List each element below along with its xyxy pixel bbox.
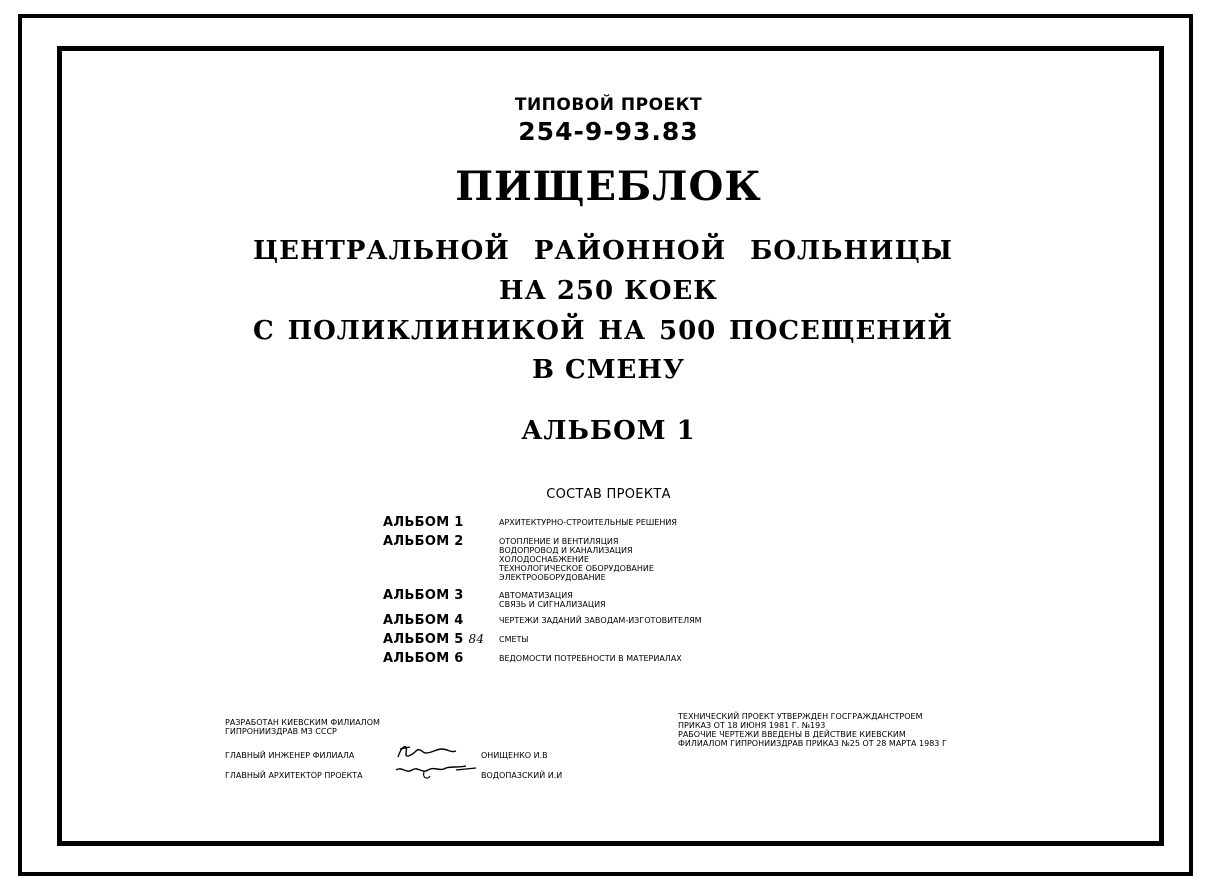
album-item: АВТОМАТИЗАЦИЯ — [499, 591, 573, 600]
album-label: АЛЬБОМ 1 — [383, 515, 464, 530]
album-items — [499, 515, 677, 530]
developer-line: РАЗРАБОТАН КИЕВСКИМ ФИЛИАЛОМ — [225, 718, 380, 727]
page-title: ПИЩЕБЛОК — [455, 163, 762, 210]
developer-line: ГИПРОНИИЗДРАВ МЗ СССР — [225, 727, 337, 736]
album-item: ВЕДОМОСТИ ПОТРЕБНОСТИ В МАТЕРИАЛАХ — [499, 654, 682, 663]
album-heading: АЛЬБОМ 1 — [521, 416, 696, 446]
approval-line: РАБОЧИЕ ЧЕРТЕЖИ ВВЕДЕНЫ В ДЕЙСТВИЕ КИЕВСКИМ — [678, 730, 906, 739]
subtitle-line-1 — [253, 236, 953, 266]
approval-line: ПРИКАЗ ОТ 18 ИЮНЯ 1981 Г. №193 — [678, 721, 826, 730]
chief-architect-role: ГЛАВНЫЙ АРХИТЕКТОР ПРОЕКТА — [225, 771, 363, 780]
album-label: АЛЬБОМ 3 — [383, 588, 464, 603]
album-item: ОТОПЛЕНИЕ И ВЕНТИЛЯЦИЯ — [499, 537, 619, 546]
subtitle-word: БОЛЬНИЦЫ — [750, 236, 953, 266]
subtitle-word: ПОЛИКЛИНИКОЙ — [287, 316, 586, 346]
approval-line: ТЕХНИЧЕСКИЙ ПРОЕКТ УТВЕРЖДЕН ГОСГРАЖДАНСТРОЕМ — [678, 712, 923, 721]
album-items — [499, 632, 529, 647]
subtitle-word: ЦЕНТРАЛЬНОЙ — [253, 236, 510, 266]
album-items — [499, 651, 682, 666]
album-item: СВЯЗЬ И СИГНАЛИЗАЦИЯ — [499, 600, 606, 609]
album-row — [383, 632, 883, 647]
album-item: ТЕХНОЛОГИЧЕСКОЕ ОБОРУДОВАНИЕ — [499, 564, 654, 573]
subtitle-word: С — [253, 316, 275, 346]
project-type: ТИПОВОЙ ПРОЕКТ — [514, 95, 703, 115]
handwritten-note: 84 — [468, 632, 485, 646]
subtitle-line-2: НА 250 КОЕК — [499, 276, 718, 306]
album-item: СМЕТЫ — [499, 635, 529, 644]
album-items — [499, 534, 654, 582]
chief-engineer-role: ГЛАВНЫЙ ИНЖЕНЕР ФИЛИАЛА — [225, 751, 355, 760]
album-label: АЛЬБОМ 6 — [383, 651, 464, 666]
subtitle-word: РАЙОННОЙ — [533, 236, 727, 266]
album-label: АЛЬБОМ 4 — [383, 613, 464, 628]
composition-title: СОСТАВ ПРОЕКТА — [546, 487, 671, 502]
chief-architect-name: ВОДОПАЗСКИЙ И.И — [481, 771, 563, 780]
album-label — [383, 632, 499, 647]
album-row — [383, 588, 883, 609]
album-items — [499, 588, 606, 609]
subtitle-word: НА — [598, 316, 647, 346]
chief-architect-signature — [394, 758, 480, 784]
subtitle-line-3 — [253, 316, 953, 346]
album-item: ЧЕРТЕЖИ ЗАДАНИЙ ЗАВОДАМ-ИЗГОТОВИТЕЛЯМ — [499, 616, 702, 625]
chief-engineer-name: ОНИЩЕНКО И.В — [481, 751, 548, 760]
album-item: ЭЛЕКТРООБОРУДОВАНИЕ — [499, 573, 606, 582]
album-items — [499, 613, 702, 628]
approval-info — [678, 712, 947, 748]
album-item: ХОЛОДОСНАБЖЕНИЕ — [499, 555, 589, 564]
approval-line: ФИЛИАЛОМ ГИПРОНИИЗДРАВ ПРИКАЗ №25 ОТ 28 МАРТА 1983 Г — [678, 739, 947, 748]
developer-info — [225, 718, 380, 736]
album-label-text: АЛЬБОМ 5 — [383, 632, 464, 647]
project-code: 254-9-93.83 — [518, 117, 699, 146]
album-row — [383, 651, 883, 666]
album-row — [383, 515, 883, 530]
subtitle-word: ПОСЕЩЕНИЙ — [729, 316, 953, 346]
albums-list — [383, 515, 883, 670]
subtitle-line-4: В СМЕНУ — [532, 355, 685, 385]
album-item: ВОДОПРОВОД И КАНАЛИЗАЦИЯ — [499, 546, 633, 555]
album-row — [383, 534, 883, 582]
subtitle-word: 500 — [659, 316, 717, 346]
album-item: АРХИТЕКТУРНО-СТРОИТЕЛЬНЫЕ РЕШЕНИЯ — [499, 518, 677, 527]
album-label: АЛЬБОМ 2 — [383, 534, 464, 549]
album-row — [383, 613, 883, 628]
